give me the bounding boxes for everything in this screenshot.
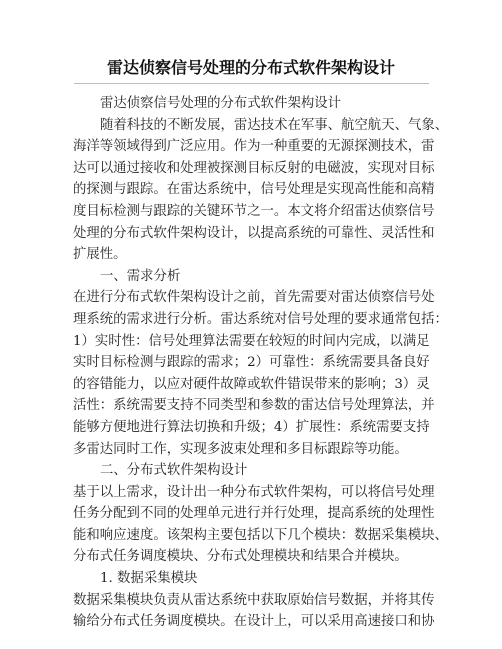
- document-title: 雷达侦察信号处理的分布式软件架构设计: [106, 58, 395, 77]
- body-line: 扩展性。: [73, 247, 127, 263]
- body-line: 输给分布式任务调度模块。在设计上，可以采用高速接口和协: [73, 614, 435, 630]
- body-line: 1）实时性：信号处理算法需要在较短的时间内完成，以满足: [73, 333, 430, 349]
- section-heading: 一、需求分析: [100, 268, 181, 284]
- body-line: 的容错能力，以应对硬件故障或软件错误带来的影响；3）灵: [73, 376, 430, 392]
- document-body: [73, 93, 449, 633]
- body-line: 实时目标检测与跟踪的需求；2）可靠性：系统需要具备良好: [73, 355, 430, 371]
- section-heading: 二、分布式软件架构设计: [100, 463, 248, 479]
- body-line: 分布式任务调度模块、分布式处理模块和结果合并模块。: [73, 549, 408, 565]
- body-line: 海洋等领域得到广泛应用。作为一种重要的无源探测技术，雷: [73, 139, 435, 155]
- body-line: 的探测与跟踪。在雷达系统中，信号处理是实现高性能和高精: [73, 182, 435, 198]
- subtitle-line: 雷达侦察信号处理的分布式软件架构设计: [100, 96, 342, 111]
- body-line: 理系统的需求进行分析。雷达系统对信号处理的要求通常包括：: [73, 311, 448, 327]
- body-line: 处理的分布式软件架构设计，以提高系统的可靠性、灵活性和: [73, 225, 435, 241]
- subsection-heading: 1. 数据采集模块: [100, 571, 198, 587]
- body-line: 任务分配到不同的处理单元进行并行处理，提高系统的处理性: [73, 506, 435, 522]
- body-line: 度目标检测与跟踪的关键环节之一。本文将介绍雷达侦察信号: [73, 203, 435, 219]
- body-line: 能和响应速度。该架构主要包括以下几个模块：数据采集模块、: [73, 527, 448, 543]
- body-line: 数据采集模块负责从雷达系统中获取原始信号数据，并将其传: [73, 592, 435, 608]
- body-line: 活性：系统需要支持不同类型和参数的雷达信号处理算法，并: [73, 398, 435, 414]
- body-line: 在进行分布式软件架构设计之前，首先需要对雷达侦察信号处: [73, 290, 435, 306]
- title-divider: [74, 83, 429, 84]
- body-line: 多雷达同时工作，实现多波束处理和多目标跟踪等功能。: [73, 441, 408, 457]
- body-line: 随着科技的不断发展，雷达技术在军事、航空航天、气象、: [100, 117, 449, 133]
- body-line: 基于以上需求，设计出一种分布式软件架构，可以将信号处理: [73, 484, 435, 500]
- body-line: 达可以通过接收和处理被探测目标反射的电磁波，实现对目标: [73, 160, 435, 176]
- body-line: 能够方便地进行算法切换和升级；4）扩展性：系统需要支持: [73, 419, 430, 435]
